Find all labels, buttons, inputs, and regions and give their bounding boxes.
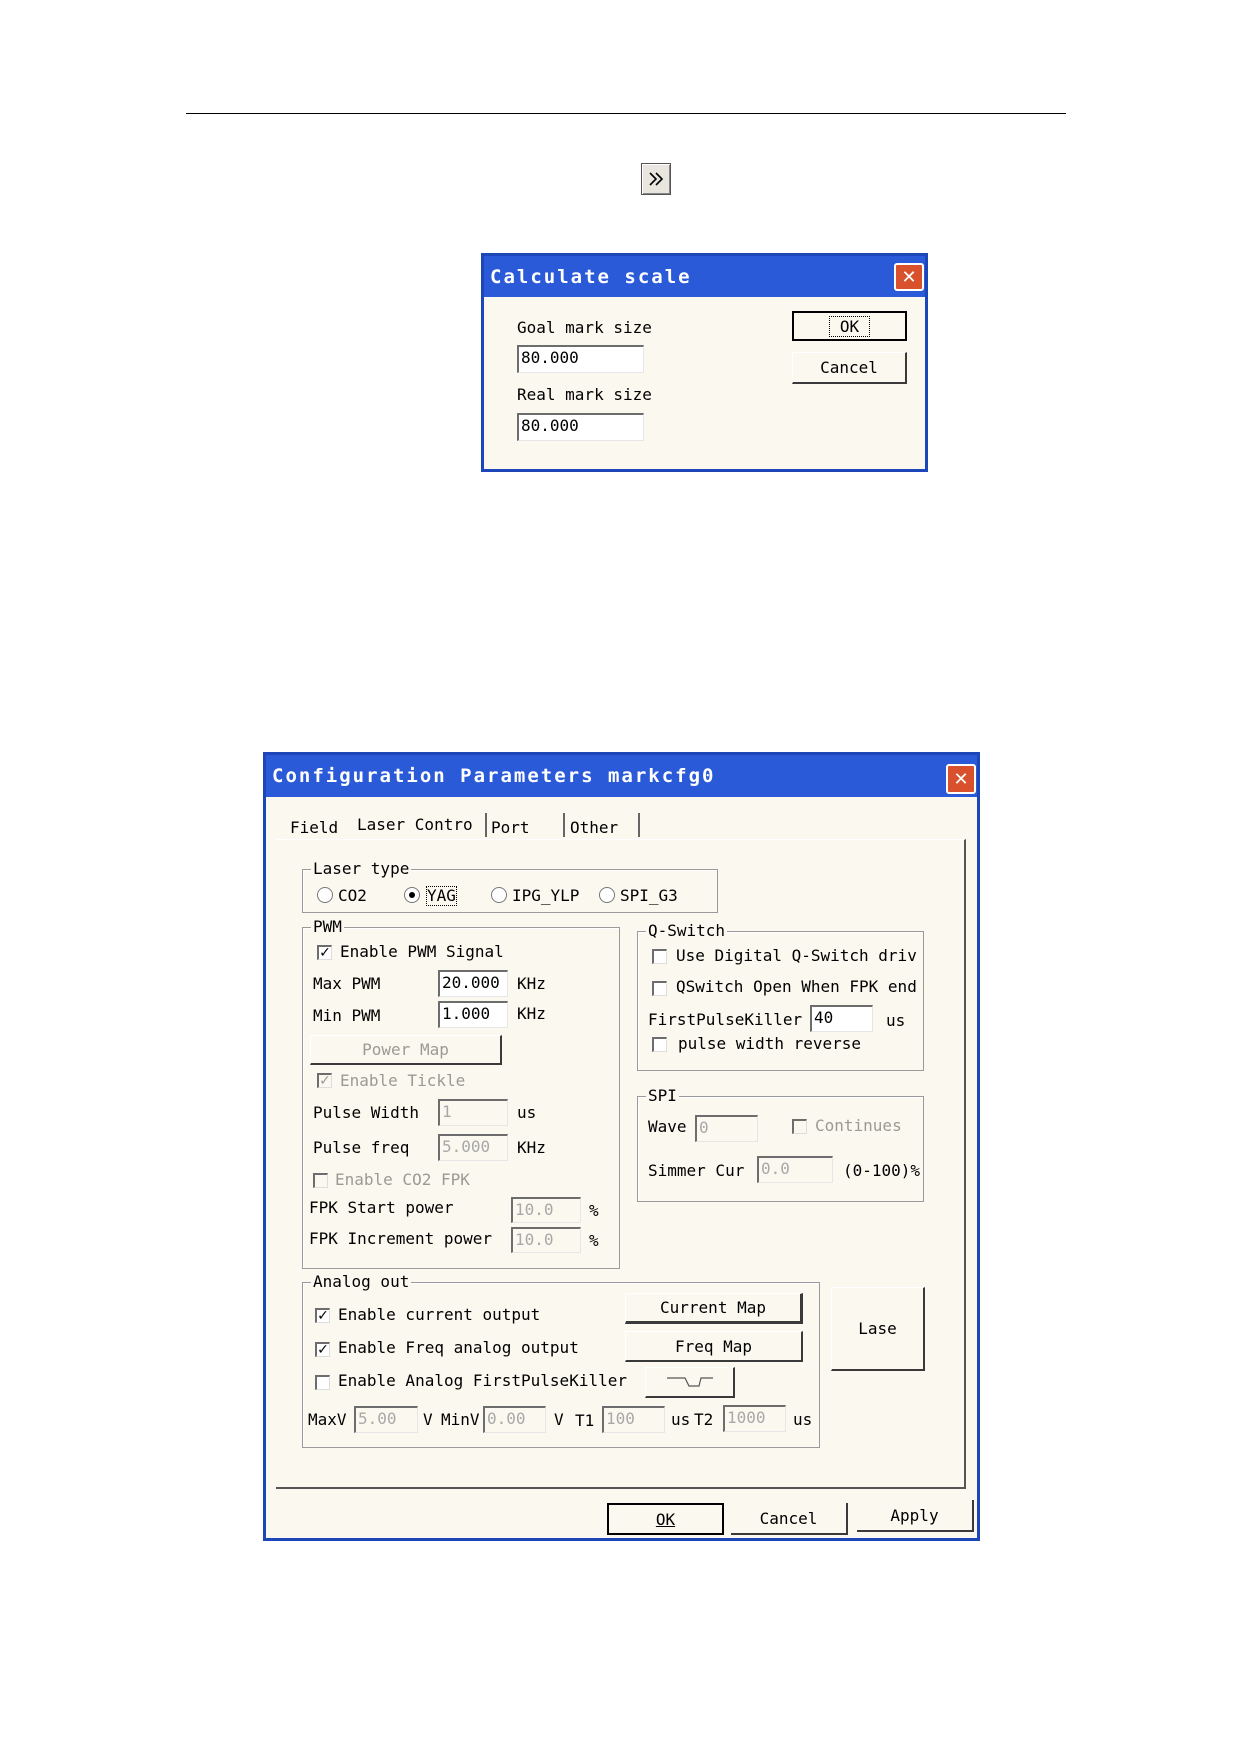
t2-unit: us — [793, 1410, 813, 1429]
maxv-label: MaxV — [308, 1410, 347, 1429]
pulse-width-unit: us — [517, 1103, 537, 1122]
tab-divider — [563, 813, 565, 837]
simmer-cur-input[interactable]: 0.0 — [757, 1156, 833, 1183]
freq-map-button[interactable]: Freq Map — [625, 1331, 803, 1362]
pulse-freq-unit: KHz — [517, 1138, 546, 1157]
pulse-width-reverse-checkbox[interactable] — [652, 1037, 667, 1052]
q-switch-title: Q-Switch — [648, 921, 726, 940]
tab-laser-control[interactable]: Laser Contro — [357, 815, 473, 834]
t1-unit: us — [671, 1410, 691, 1429]
radio-co2-label: CO2 — [338, 886, 367, 905]
max-pwm-label: Max PWM — [313, 974, 381, 993]
radio-yag-label: YAG — [427, 886, 456, 905]
fpk-increment-power-input[interactable]: 10.0 — [511, 1227, 581, 1253]
configuration-parameters-dialog — [263, 752, 980, 1541]
pulse-shape-button[interactable] — [645, 1367, 735, 1398]
goal-mark-size-input[interactable]: 80.000 — [517, 345, 644, 373]
qswitch-open-fpk-label: QSwitch Open When FPK end — [676, 977, 917, 996]
fpk-start-power-label: FPK Start power — [309, 1198, 454, 1217]
fpk-start-power-input[interactable]: 10.0 — [511, 1197, 581, 1223]
close-icon[interactable]: ✕ — [946, 764, 976, 794]
t1-label: T1 — [575, 1411, 595, 1430]
analog-out-title: Analog out — [313, 1272, 410, 1291]
enable-analog-fpk-label: Enable Analog FirstPulseKiller — [338, 1371, 627, 1390]
tab-field[interactable]: Field — [290, 818, 339, 837]
enable-current-output-label: Enable current output — [338, 1305, 541, 1324]
radio-yag[interactable] — [404, 887, 420, 903]
radio-ipg-ylp-label: IPG_YLP — [512, 886, 580, 905]
enable-current-output-checkbox[interactable]: ✓ — [315, 1308, 330, 1323]
ok-button[interactable]: OK — [792, 311, 907, 341]
power-map-button[interactable]: Power Map — [310, 1035, 502, 1065]
pulse-width-input[interactable]: 1 — [438, 1099, 508, 1126]
min-pwm-input[interactable]: 1.000 — [438, 1001, 508, 1028]
t1-input[interactable]: 100 — [602, 1406, 665, 1433]
continues-checkbox[interactable] — [792, 1119, 807, 1134]
max-pwm-unit: KHz — [517, 974, 546, 993]
enable-tickle-label: Enable Tickle — [340, 1071, 466, 1090]
enable-freq-analog-label: Enable Freq analog output — [338, 1338, 579, 1357]
real-mark-size-label: Real mark size — [517, 385, 652, 404]
tab-divider — [485, 813, 487, 837]
maxv-unit: V — [423, 1410, 433, 1429]
wave-input[interactable]: 0 — [695, 1115, 758, 1142]
ok-button[interactable]: OK — [607, 1503, 724, 1535]
minv-unit: V — [554, 1410, 564, 1429]
spi-title: SPI — [648, 1086, 677, 1105]
apply-button[interactable]: Apply — [857, 1500, 974, 1532]
dialog-title: Configuration Parameters markcfg0 — [272, 765, 716, 787]
use-digital-q-switch-label: Use Digital Q-Switch driv — [676, 946, 917, 965]
enable-pwm-checkbox[interactable]: ✓ — [317, 945, 332, 960]
fpk-increment-power-unit: % — [589, 1231, 599, 1250]
t2-label: T2 — [694, 1410, 714, 1429]
calculate-scale-dialog — [481, 253, 928, 472]
pwm-title: PWM — [313, 917, 342, 936]
tab-other[interactable]: Other — [570, 818, 619, 837]
cancel-button[interactable]: Cancel — [792, 352, 907, 384]
close-icon[interactable]: ✕ — [894, 263, 924, 291]
first-pulse-killer-unit: us — [886, 1011, 906, 1030]
first-pulse-killer-input[interactable]: 40 — [810, 1005, 873, 1032]
simmer-cur-range: (0-100)% — [843, 1161, 921, 1180]
dialog-titlebar — [266, 755, 977, 797]
enable-tickle-checkbox[interactable]: ✓ — [317, 1073, 332, 1088]
pulse-freq-input[interactable]: 5.000 — [438, 1134, 508, 1161]
dialog-titlebar — [484, 256, 925, 297]
max-pwm-input[interactable]: 20.000 — [438, 970, 508, 997]
spi-group — [637, 1086, 924, 1202]
radio-spi-g3[interactable] — [599, 887, 615, 903]
minv-label: MinV — [441, 1410, 480, 1429]
fpk-increment-power-label: FPK Increment power — [309, 1229, 493, 1248]
enable-co2-fpk-checkbox[interactable] — [313, 1173, 328, 1188]
enable-freq-analog-checkbox[interactable]: ✓ — [315, 1342, 330, 1357]
qswitch-open-fpk-checkbox[interactable] — [652, 981, 667, 996]
wave-label: Wave — [648, 1117, 687, 1136]
laser-type-title: Laser type — [313, 859, 410, 878]
radio-co2[interactable] — [317, 887, 333, 903]
simmer-cur-label: Simmer Cur — [648, 1161, 745, 1180]
pulse-freq-label: Pulse freq — [313, 1138, 410, 1157]
pulse-shape-icon — [665, 1375, 715, 1389]
lase-button[interactable]: Lase — [831, 1287, 925, 1371]
radio-ipg-ylp[interactable] — [491, 887, 507, 903]
enable-analog-fpk-checkbox[interactable] — [315, 1375, 330, 1390]
dialog-title: Calculate scale — [490, 265, 692, 288]
current-map-button[interactable]: Current Map — [625, 1293, 803, 1324]
min-pwm-unit: KHz — [517, 1004, 546, 1023]
t2-input[interactable]: 1000 — [723, 1405, 786, 1432]
use-digital-q-switch-checkbox[interactable] — [652, 949, 667, 964]
min-pwm-label: Min PWM — [313, 1006, 381, 1025]
maxv-input[interactable]: 5.00 — [354, 1406, 418, 1433]
enable-co2-fpk-label: Enable CO2 FPK — [335, 1170, 470, 1189]
tab-divider — [638, 813, 640, 837]
pulse-width-reverse-label: pulse width reverse — [678, 1034, 862, 1053]
enable-pwm-label: Enable PWM Signal — [340, 942, 504, 961]
double-chevron-right-icon[interactable] — [641, 163, 671, 195]
minv-input[interactable]: 0.00 — [483, 1406, 546, 1433]
first-pulse-killer-label: FirstPulseKiller — [648, 1010, 803, 1029]
real-mark-size-input[interactable]: 80.000 — [517, 413, 644, 441]
goal-mark-size-label: Goal mark size — [517, 318, 652, 337]
continues-label: Continues — [815, 1116, 902, 1135]
tab-port[interactable]: Port — [491, 818, 530, 837]
pulse-width-label: Pulse Width — [313, 1103, 419, 1122]
cancel-button[interactable]: Cancel — [731, 1503, 848, 1535]
fpk-start-power-unit: % — [589, 1201, 599, 1220]
header-rule — [186, 113, 1066, 114]
radio-spi-g3-label: SPI_G3 — [620, 886, 678, 905]
